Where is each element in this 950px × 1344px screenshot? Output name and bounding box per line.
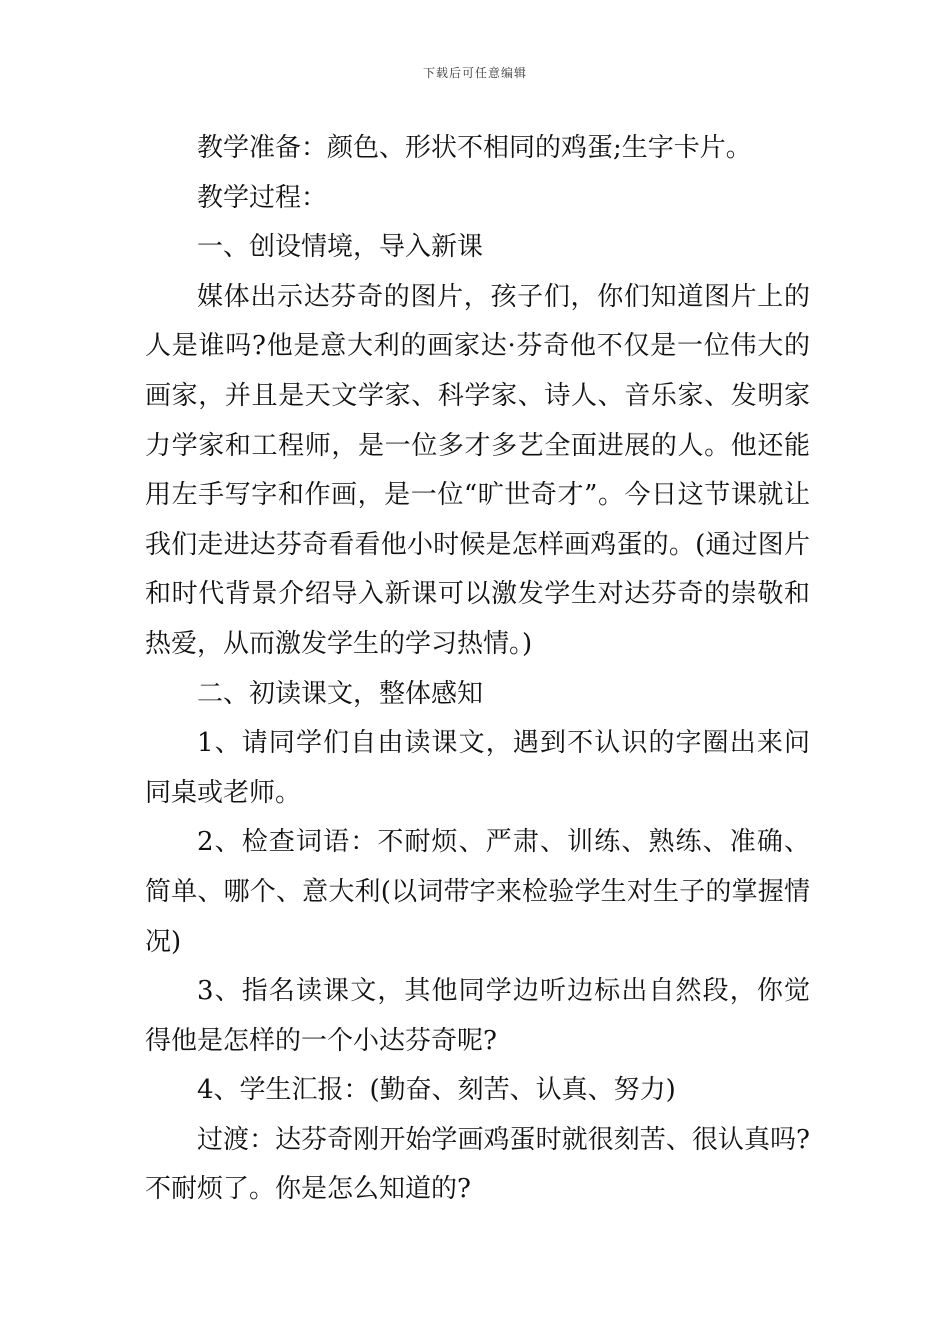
document-body bbox=[145, 124, 810, 1215]
paragraph-teaching-process-heading: 教学过程： bbox=[197, 182, 328, 213]
paragraph-media-intro: 媒体出示达芬奇的图片，孩子们，你们知道图片上的人是谁吗?他是意大利的画家达·芬奇他不仅是一位伟大的画家，并且是天文学家、科学家、诗人、音乐家、发明家力学家和工程师，是一位多才多艺全面进展的人。他还能用左手写字和作画，是一位“旷世奇才”。今日这节课就让我们走进达芬奇看看他小时候是怎样画鸡蛋的。(通过图片和时代背景介绍导入新课可以激发学生对达芬奇的崇敬和热爱，从而激发学生的学习热情。) bbox=[145, 281, 810, 659]
paragraph-step-2: 2、检查词语：不耐烦、严肃、训练、熟练、准确、简单、哪个、意大利(以词带字来检验学生对生子的掌握情况) bbox=[145, 827, 810, 957]
paragraph-teaching-preparation: 教学准备：颜色、形状不相同的鸡蛋;生字卡片。 bbox=[197, 133, 752, 163]
section-heading-2: 二、初读课文，整体感知 bbox=[197, 678, 484, 709]
paragraph-step-1: 1、请同学们自由读课文，遇到不认识的字圈出来问同桌或老师。 bbox=[145, 728, 810, 808]
section-heading-1: 一、创设情境，导入新课 bbox=[197, 232, 484, 263]
page-header: 下载后可任意编辑 bbox=[422, 66, 527, 80]
paragraph-step-3: 3、指名读课文，其他同学边听边标出自然段，你觉得他是怎样的一个小达芬奇呢? bbox=[145, 976, 810, 1056]
paragraph-step-4: 4、学生汇报：(勤奋、刻苦、认真、努力) bbox=[197, 1075, 676, 1106]
paragraph-transition: 过渡：达芬奇刚开始学画鸡蛋时就很刻苦、很认真吗?不耐烦了。你是怎么知道的? bbox=[145, 1124, 810, 1205]
